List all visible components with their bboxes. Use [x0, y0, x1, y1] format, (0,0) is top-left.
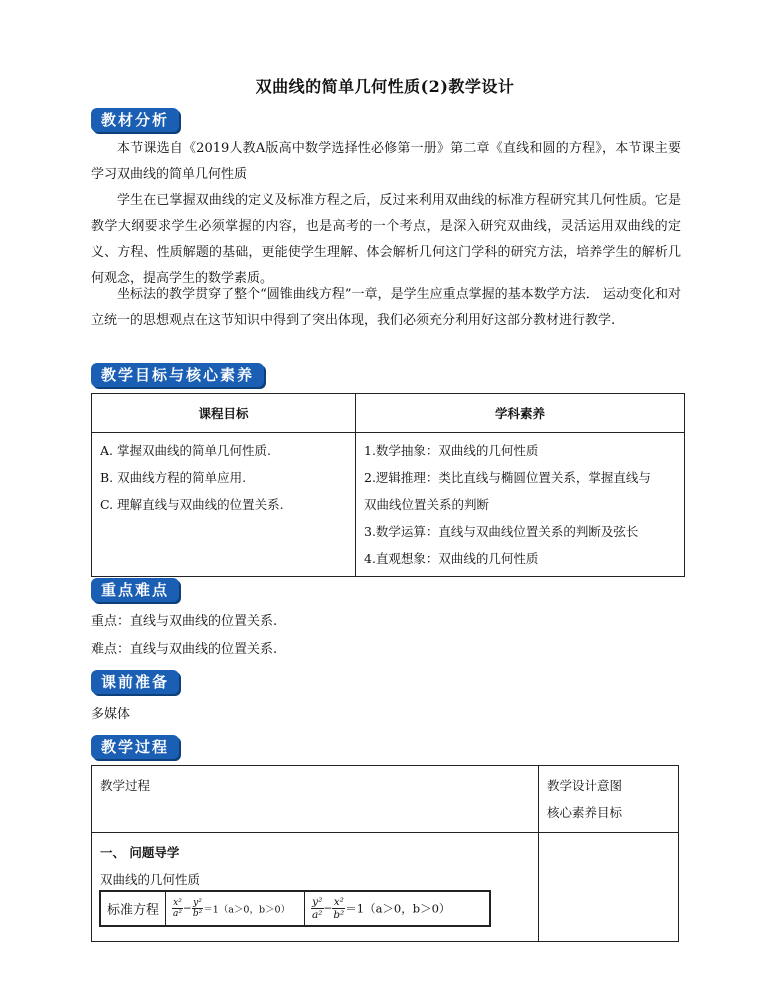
process-header-label: 教学过程 — [100, 778, 151, 793]
process-header-right — [539, 766, 679, 833]
minus-sign: − — [323, 902, 333, 915]
frac-denominator: a² — [312, 909, 323, 921]
frac-x2-b2 — [332, 896, 345, 921]
literacy-item-1: 1.数学抽象：双曲线的几何性质 — [364, 443, 539, 458]
course-goal-a: A. 掌握双曲线的简单几何性质. — [100, 443, 271, 458]
frac-x2-a2 — [172, 898, 183, 919]
frac-y2-b2 — [192, 898, 203, 919]
process-step-intent-cell — [539, 833, 679, 942]
course-goal-b: B. 双曲线方程的简单应用. — [100, 470, 247, 485]
section-badge-process: 教学过程 — [91, 735, 179, 759]
section-badge-prep: 课前准备 — [91, 670, 179, 694]
goals-course-cell — [92, 433, 356, 577]
formula-rest: ＝1（a＞0，b＞0） — [203, 904, 291, 916]
section-badge-keypoints: 重点难点 — [91, 578, 179, 602]
frac-denominator: b² — [333, 909, 345, 921]
goals-table — [91, 393, 685, 577]
analysis-paragraph-1: 本节课选自《2019人教A版高中数学选择性必修第一册》第二章《直线和圆的方程》，本节课主要学习双曲线的简单几何性质 — [91, 141, 681, 182]
frac-numerator: x² — [333, 896, 344, 908]
literacy-item-3: 3.数学运算：直线与双曲线位置关系的判断及弦长 — [364, 524, 639, 539]
design-intent-label: 教学设计意图 — [547, 778, 623, 793]
analysis-paragraph-3: 坐标法的教学贯穿了整个“圆锥曲线方程”一章，是学生应重点掌握的基本数学方法． 运动变化和对立统一的思想观点在这节知识中得到了突出体现，我们必须充分利用好这部分教材进行教学. — [91, 287, 681, 328]
formula-label: 标准方程 — [100, 891, 166, 926]
analysis-paragraph-2: 学生在已掌握双曲线的定义及标准方程之后，反过来利用双曲线的标准方程研究其几何性质。它是教学大纲要求学生必须掌握的内容，也是高考的一个考点，是深入研究双曲线，灵活运用双曲线的定义、方程、性质解题的基础，更能使学生理解、体会解析几何这门学科的研究方法，培养学生的解析几何观念，提高学生的数学素质。 — [91, 193, 681, 286]
minus-sign: − — [183, 902, 192, 915]
formula-x-axis — [166, 891, 305, 926]
frac-denominator: a² — [173, 909, 182, 919]
frac-numerator: y² — [312, 896, 323, 908]
frac-numerator: y² — [193, 898, 202, 908]
process-header-left — [92, 766, 539, 833]
frac-y2-a2 — [311, 896, 323, 921]
section-badge-goals: 教学目标与核心素养 — [91, 363, 264, 387]
frac-denominator: b² — [192, 909, 203, 919]
formula-rest: ＝1（a＞0，b＞0） — [345, 901, 451, 916]
literacy-item-2-cont: 双曲线位置关系的判断 — [364, 497, 490, 512]
frac-numerator: x² — [173, 898, 182, 908]
section-badge-analysis: 教材分析 — [91, 108, 179, 132]
step-title: 一、 问题导学 — [100, 845, 180, 860]
formula-y-axis — [305, 891, 491, 926]
document-title: 双曲线的简单几何性质(2)教学设计 — [255, 77, 515, 96]
core-literacy-label: 核心素养目标 — [547, 805, 623, 820]
goals-header-literacy: 学科素养 — [356, 394, 685, 433]
literacy-item-4: 4.直观想象：双曲线的几何性质 — [364, 551, 539, 566]
difficult-point: 难点：直线与双曲线的位置关系. — [91, 642, 278, 657]
key-point: 重点：直线与双曲线的位置关系. — [91, 614, 278, 629]
step-subtitle: 双曲线的几何性质 — [100, 872, 201, 887]
prep-content: 多媒体 — [91, 707, 131, 722]
goals-literacy-cell — [356, 433, 685, 577]
hyperbola-formula-table — [99, 890, 491, 927]
goals-header-course: 课程目标 — [92, 394, 356, 433]
course-goal-c: C. 理解直线与双曲线的位置关系. — [100, 497, 284, 512]
literacy-item-2: 2.逻辑推理：类比直线与椭圆位置关系，掌握直线与 — [364, 470, 651, 485]
